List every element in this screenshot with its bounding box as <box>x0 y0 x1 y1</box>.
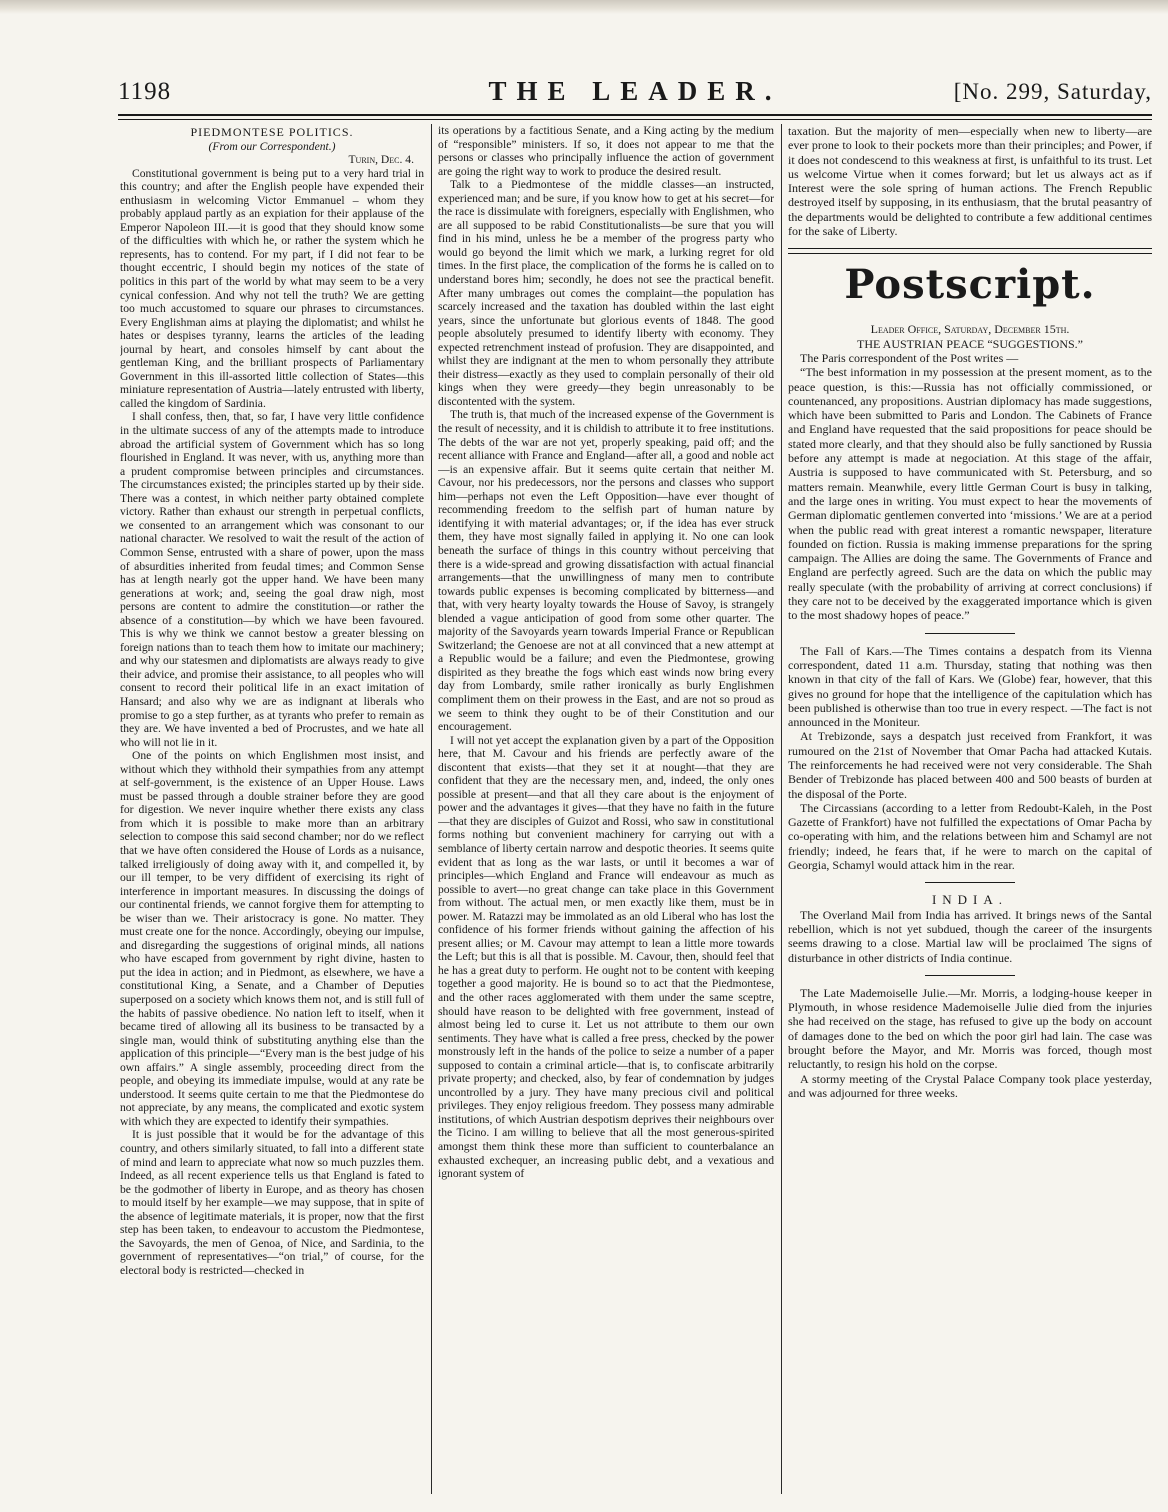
article-paragraph: I shall confess, then, that, so far, I have very little confidence in the ultimate success of any of the attempts made to introduce abroad the artificial system of Government which has so long flourished in England. It was never, with us, anything more than a prudent compromise between principles and circumstances. The circumstances existed; the principles started up by their side. There was a contest, in which neither party obtained complete victory. Rather than exhaust our strength in perpetual conflicts, we consented to an arrangement which was consonant to our national character. We resolved to wait the result of the action of Common Sense, entrusted with a share of power, upon the mass of absurdities inherited from feudal times; and Common Sense has at length nearly got the upper hand. We have been many generations at work; and, seeing the goal draw nigh, most persons are content to admire the constitution—or rather the absence of a constitution—by which we have been favoured. This is why we think we cannot bestow a greater blessing on foreign nations than to teach them how to imitate our machinery; and why our statesmen and diplomatists are always ready to give their advice, and promise their assistance, to all peoples who will consent to record their political life in an exact imitation of Hansard; and also why we are as indignant at liberals who promise to go a step further, as at tyrants who prefer to remain as they are. We have invented a bed of Procrustes, and we hate all who will not lie in it. <box>120 410 424 749</box>
article-paragraph: taxation. But the majority of men—especially when new to liberty—are ever prone to look to their pockets more than their principles; and Power, if it does not condescend to this weakness at first, is unfaithful to its trust. Let us welcome Virtue when it comes forward; but let us always act as if Interest were the sole spring of human actions. The French Republic destroyed itself by supposing, in its enthusiasm, that the brutal peasantry of the departments would be delighted to contribute a few additional centimes for the sake of Liberty. <box>788 124 1152 239</box>
article-paragraph: its operations by a factitious Senate, and a King acting by the medium of “responsible” ministers. If so, it does not appear to me that the persons or classes who principally influence the action of government are going the right way to work to produce the desired result. <box>438 124 774 178</box>
postscript-title: Postscript. <box>844 261 1096 309</box>
masthead <box>118 76 1152 110</box>
column-3 <box>788 124 1152 1494</box>
short-rule <box>925 882 1015 883</box>
austrian-heading: THE AUSTRIAN PEACE “SUGGESTIONS.” <box>857 336 1083 351</box>
article-paragraph: The Late Mademoiselle Julie.—Mr. Morris, a lodging-house keeper in Plymouth, in whose residence Mademoiselle Julie died from the injuries she had received on the stage, has refused to give up the body on account of damages done to the bed on which the poor girl had lain. The case was brought before the Mayor, and Mr. Morris was forced, though most reluctantly, to resign his hold on the corpse. <box>788 985 1152 1072</box>
article-paragraph: The Fall of Kars.—The Times contains a despatch from its Vienna correspondent, dated 11 a.m. Thursday, stating that nothing was then known in that city of the fall of Kars. We (Globe) fear, however, that this gives no ground for hope that the intelligence of the capitulation which has been published is otherwise than too true in every respect. —The fact is not announced in the Moniteur. <box>788 643 1152 730</box>
short-rule <box>925 975 1015 976</box>
article-paragraph: At Trebizonde, says a despatch just received from Frankfort, it was rumoured on the 21st of November that Omar Pacha had attacked Kutais. The reinforcements he had received were not very considerable. The Shah Bender of Trebizonde has placed between 400 and 500 beasts of burden at the disposal of the Porte. <box>788 729 1152 801</box>
paris-line: The Paris correspondent of the Post writes — <box>800 350 1019 365</box>
masthead-rule <box>118 114 1152 116</box>
article-paragraph: Talk to a Piedmontese of the middle classes—an instructed, experienced man; and be sure, if you know how to get at his secret—for the race is dissimulate with foreigners, especially with Englishmen, who are all supposed to be rabid Constitutionalists—be sure that you will find in his mind, unless he be a member of the progress party who would go beyond the limit which we mark, a lurking regret for old times. In the first place, the complication of the forms he is called on to understand bores him; secondly, he does not see the practical benefit. After many umbrages out comes the complaint—the population has scarcely increased and the taxation has doubled within the last eight years, since the unfortunate but glorious events of 1848. The good people absolutely presumed to identify liberty with economy. They expected retrenchment instead of profusion. They are disappointed, and whilst they are indignant at the men to whom personally they attribute their distress—exactly as they used to complain personally of their old kings when they were greedy—they begin unreasonably to be discontented with the system. <box>438 178 774 408</box>
article-paragraph: One of the points on which Englishmen most insist, and without which they withhold their sympathies from any attempt at self-government, is the existence of an Upper House. Laws must be passed through a double strainer before they are good for digestion. We never inquire whether there exists any class from which it is possible to make more than an arbitrary selection to compose this said second chamber; nor do we reflect that we have often considered the House of Lords as a nuisance, talked irreligiously of doing away with it, and compelled it, by our ill temper, to be very diffident of exercising its right of interference in important measures. In discussing the doings of our continental friends, we cannot forgive them for attempting to be wiser than we. Their aristocracy is gone. No matter. They must create one for the nonce. Accordingly, obeying our impulse, and disregarding the suggestions of original minds, all nations who have escaped from government by right divine, hasten to put the idea in action; and in Piedmont, as elsewhere, we have a constitutional King, a Senate, and a Chamber of Deputies superposed on a society which knows them not, and is still full of the habits of passive obedience. No nation left to itself, when it became tired of allowing all its business to be transacted by a single man, would think of substituting anything else than the application of this principle—“Every man is the best judge of his own affairs.” A single assembly, proceeding direct from the people, and obeying its immediate impulse, would at any rate be understood. It seems quite certain to me that the Piedmontese do not appreciate, by any means, the complicated and exotic system with which they are expected to identify their sympathies. <box>120 749 424 1128</box>
article-byline: (From our Correspondent.) <box>208 139 336 153</box>
article-paragraph: The Overland Mail from India has arrived. It brings news of the Santal rebellion, which is not yet subdued, though the career of the insurgents seems drawing to a close. Martial law will be proclaimed The signs of disturbance in other districts of India continue. <box>788 907 1152 965</box>
column-divider-2 <box>781 124 782 1494</box>
article-heading: PIEDMONTESE POLITICS. <box>190 125 354 139</box>
article-paragraph: Constitutional government is being put to a very hard trial in this country; and after the English people have expended their enthusiasm in welcoming Victor Emmanuel – whom they probably applaud partly as an expiation for their applause of the Emperor Napoleon III.—it is good that they should know some of the difficulties with which he, or rather the system which he represents, has to contend. For my part, if I did not fear to be thought eccentric, I should begin my notices of the state of politics in this part of the world by what may seem to be a very cynical confession. And why not tell the truth? We are getting too much accustomed to square our phrases to circumstances. Every Englishman aims at playing the diplomatist; and whilst he hates or despises tyranny, learns the articles of the leading journal by heart, and consoles himself by cant about the gentleman King, and the brilliant prospects of Parliamentary Government in this ill-assorted little collection of States—this miniature representation of Austria—lately entrusted with liberty, called the kingdom of Sardinia. <box>120 166 424 410</box>
article-paragraph: I will not yet accept the explanation given by a part of the Opposition here, that M. Cavour and his friends are perfectly aware of the discontent that exists—that they set it at nought—that they are confident that they are the necessary men, and, indeed, the only ones possible at present—and that all they care about is the enjoyment of power and the advantages it gives—that they have no faith in the future—that they are disciples of Guizot and Rossi, who saw in constitutional forms nothing but convenient machinery for carrying out with a semblance of liberty certain narrow and despotic theories. It seems quite evident that as long as the war lasts, or until it becomes a war of principles—which England and France will endeavour as much as possible to avert—no great change can take place in this Government from without. The actual men, or men exactly like them, must be in power. M. Ratazzi may be immolated as an old Liberal who has lost the confidence of his former friends without gaining the affection of his present allies; or M. Cavour may attempt to lean a little more towards the Left; but this is all that is possible. M. Cavour, then, should feel that he has a great duty to perform. He ought not to be content with keeping together a good majority. He is bound so to act that the Piedmontese, and the other races agglomerated with them under the same sceptre, should have reason to be delighted with free government, instead of almost being led to curse it. Let us not attribute to them our own sentiments. They have what is called a free press, checked by the power monstrously left in the hands of the police to seize a number of a paper supposed to contain a criminal article—that is, to confiscate arbitrarily private property; and checked, also, by fear of condemnation by judges uncontrolled by a jury. They have many precious civil and political privileges. They enjoy religious freedom. They possess many admirable institutions, of which Austrian despotism deprives their neighbours over the Ticino. I am willing to believe that all the most generous-spirited amongst them think these more than sufficient to counterbalance an exhausted exchequer, an increasing public debt, and a vexatious and ignorant system of <box>438 733 774 1181</box>
article-paragraph: A stormy meeting of the Crystal Palace Company took place yesterday, and was adjourned for three weeks. <box>788 1071 1152 1100</box>
scan-shadow <box>0 0 1168 14</box>
column-divider-1 <box>431 124 432 1494</box>
short-rule <box>925 633 1015 634</box>
page-number: 1198 <box>118 78 172 105</box>
article-paragraph: It is just possible that it would be for the advantage of this country, and others similarly situated, to fall into a different state of mind and learn to appreciate what now so much puzzles them. Indeed, as all recent experience tells us that England is fated to be the godmother of liberty in Europe, and as theory has chosen to mould itself by her example—we may suppose, that in spite of the absence of legitimate materials, it is proper, now that the first step has been taken, to endeavour to accustom the Piedmontese, the Savoyards, the men of Genoa, of Nice, and Sardinia, to the government of representatives—“on trial,” of course, for the electoral body is restricted—checked in <box>120 1128 424 1277</box>
article-paragraph: The truth is, that much of the increased expense of the Government is the result of necessity, and it is childish to attribute it to free institutions. The debts of the war are not yet, properly speaking, paid off; and the recent alliance with France and England—after all, a good and noble act—is an expensive affair. But it seems quite certain that neither M. Cavour, nor his predecessors, nor the persons and classes who support him—perhaps not even the Left Opposition—have ever thought of recommending freedom to the selfish part of human nature by identifying it with material advantages; or, if the idea has ever struck them, they have most signally failed in applying it. No one can look beneath the surface of things in this country without perceiving that there is a wide-spread and growing dissatisfaction with actual financial arrangements—that the unwillingness of many men to contribute towards public expenses is becoming complicated by bitterness—and that, with very hearty loyalty towards the House of Savoy, is strangely blended a vague anticipation of good from some other quarter. The majority of the Savoyards yearn towards Imperial France or Republican Switzerland; the Genoese are not at all convinced that a new attempt at a Republic would be a failure; and even the Piedmontese, growing dispirited as they breathe the fogs which east winds now bring every day from Lombardy, smile rather ironically as burly Englishmen compliment them on their prowess in the East, and are not so proud as we seem to think they ought to be of their Constitution and our encouragement. <box>438 408 774 734</box>
india-heading: INDIA. <box>931 892 1009 908</box>
article-dateline: Turin, Dec. 4. <box>348 153 414 167</box>
column-1 <box>120 124 424 1494</box>
issue-info: [No. 299, Saturday, <box>953 79 1152 104</box>
office-line: Leader Office, Saturday, December 15th. <box>870 322 1070 337</box>
article-paragraph: The Circassians (according to a letter from Redoubt-Kaleh, in the Post Gazette of Frankfort) have not fulfilled the expectations of Omar Pacha by co-operating with him, and the relations between him and Schamyl are not friendly; indeed, he fears that, if he were to march on the capital of Georgia, Schamyl would attack him in the rear. <box>788 800 1152 873</box>
section-rule <box>788 253 1152 254</box>
masthead-rule-thin <box>118 119 1152 120</box>
section-rule <box>788 248 1152 249</box>
newspaper-title: THE LEADER. <box>488 76 782 106</box>
column-2 <box>438 124 774 1494</box>
article-paragraph: “The best information in my possession at the present moment, as to the peace question, is this:—Russia has not officially commissioned, or countenanced, any propositions. Austrian diplomacy has made suggestions, which have been submitted to Paris and London. The Cabinets of France and England have requested that the said propositions for peace should be stated more clearly, and that they should also be fully sanctioned by Russia before any attempt is made at negociation. At this stage of the affair, Austria is supposed to have communicated with St. Petersburg, and so matters remain. Meanwhile, every little German Court is busy in talking, and the large ones in writing. You must expect to hear the movements of German diplomatic gentlemen converted into ‘missions.’ We are at a period when the public read with great interest a romantic newspaper, literature founded on fiction. Russia is making immense preparations for the spring campaign. The Allies are doing the same. The Governments of France and England are perfectly agreed. Such are the data on which the public may really speculate (with the probability of arriving at correct conclusions) if they care not to be deceived by the exaggerated importance which is given to the most shadowy hopes of peace.” <box>788 365 1152 623</box>
